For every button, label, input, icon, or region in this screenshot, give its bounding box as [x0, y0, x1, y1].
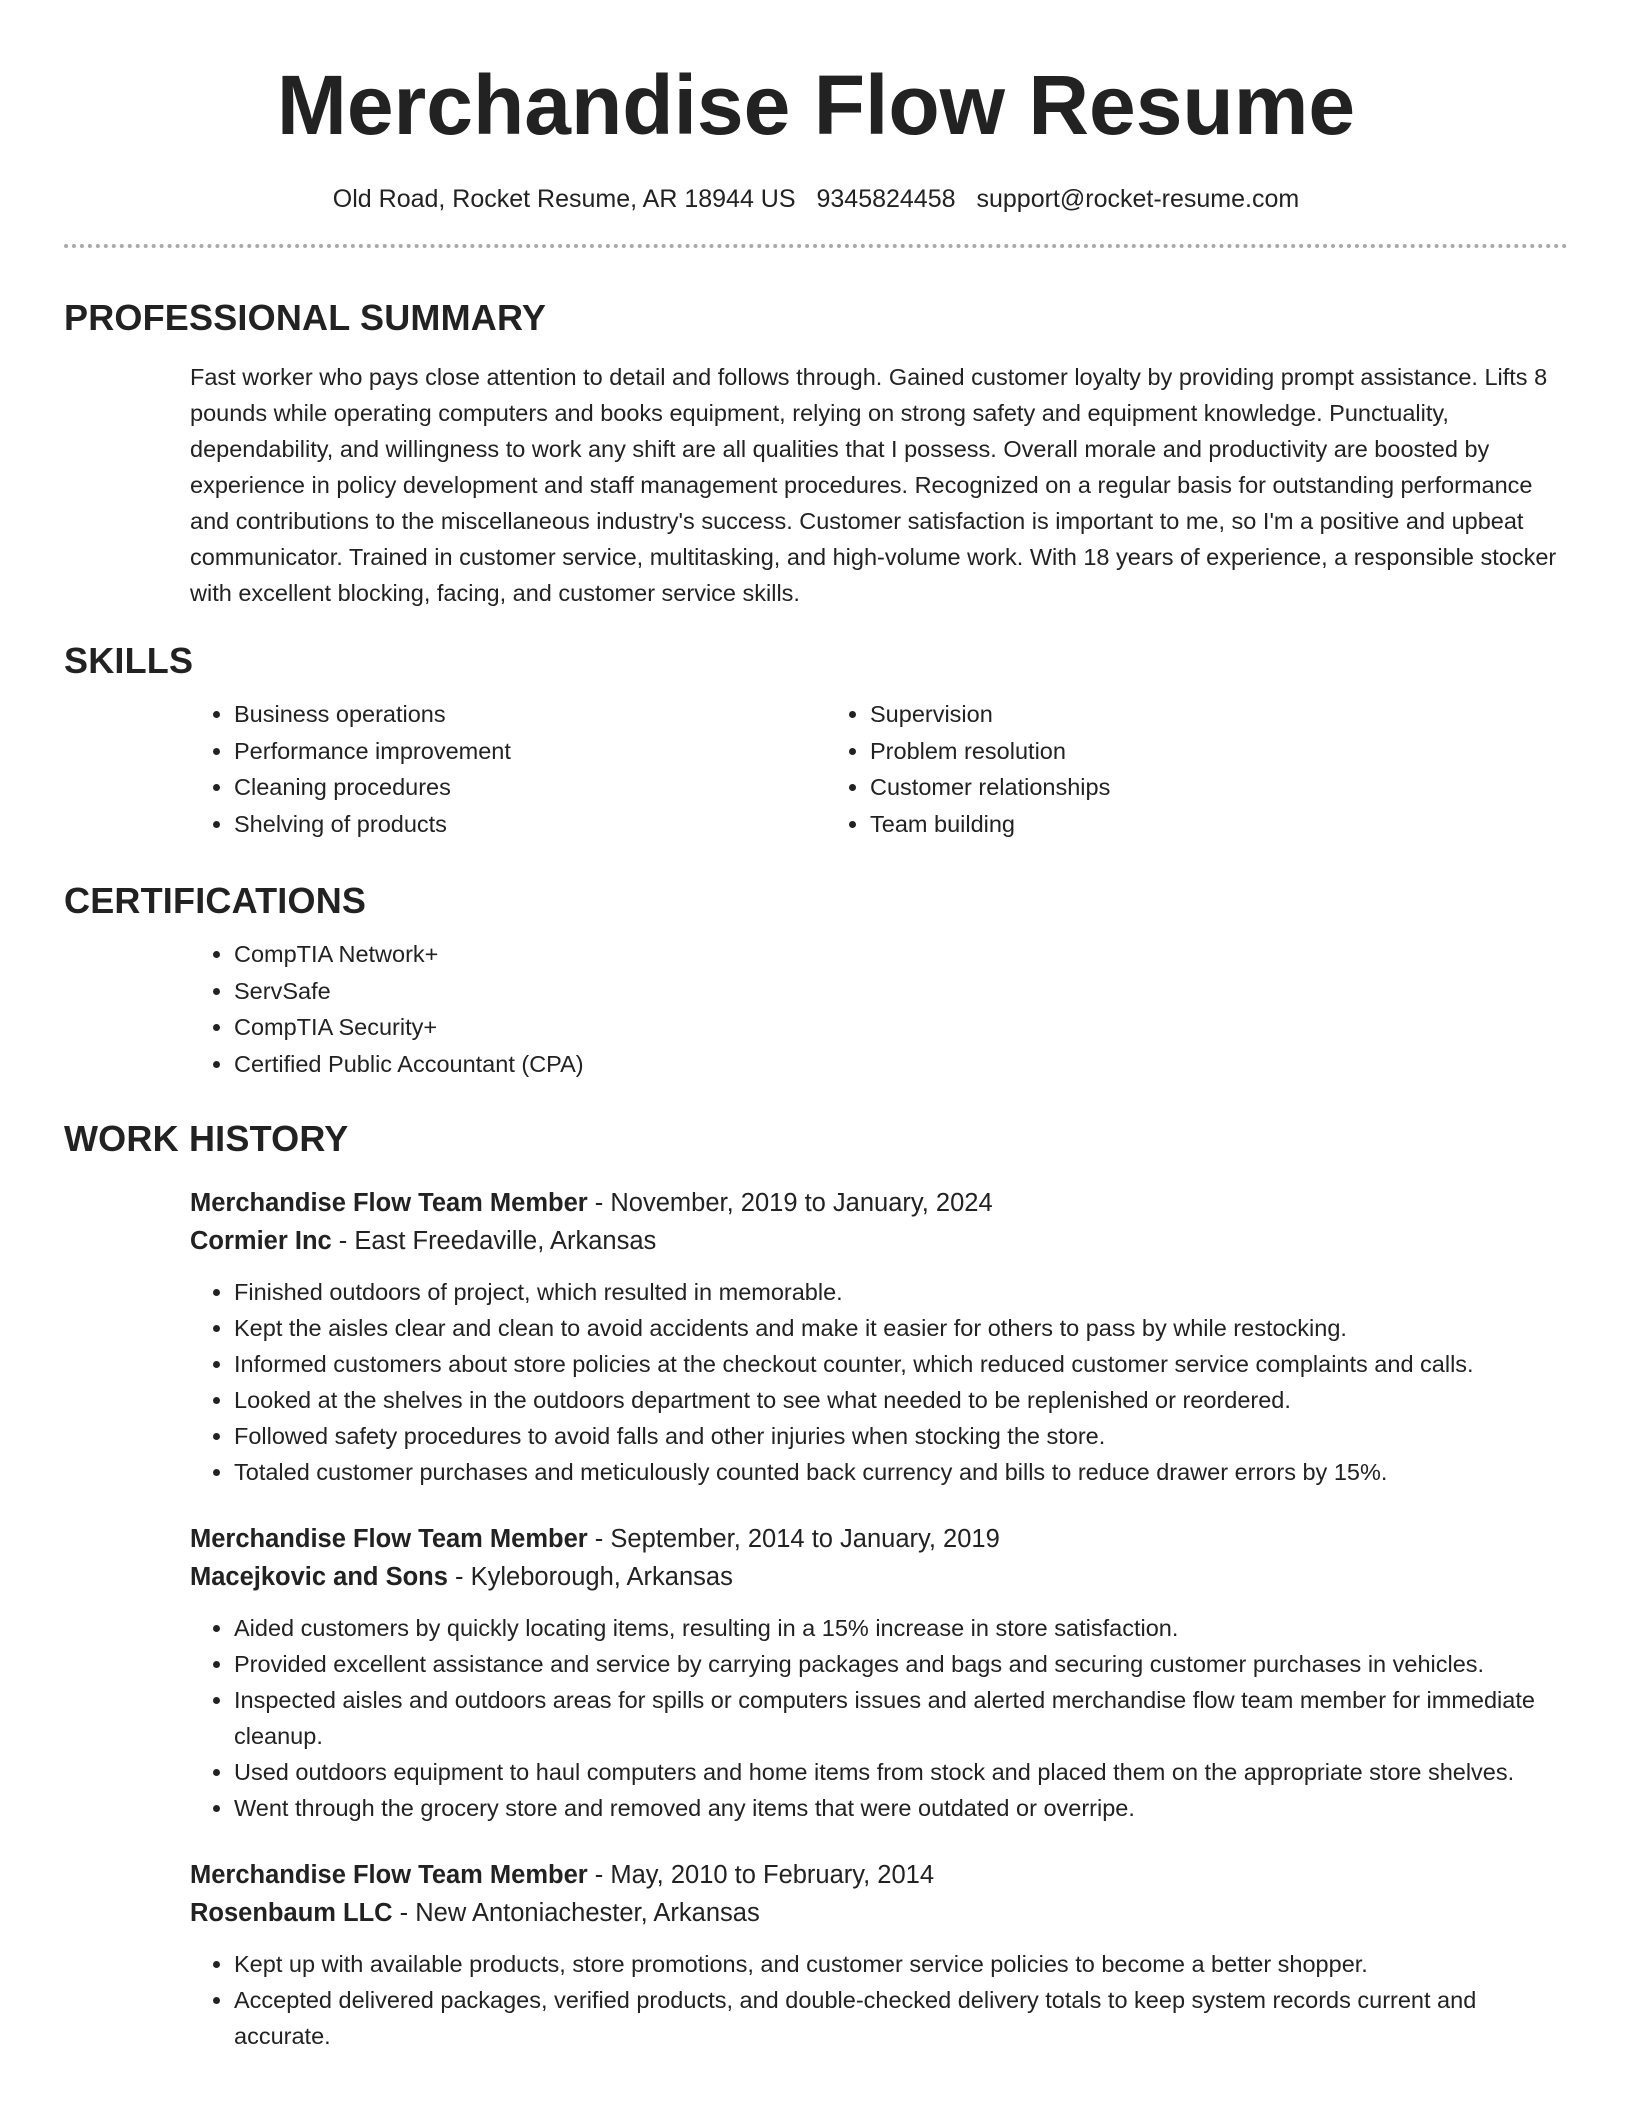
- certifications-section: [64, 880, 1568, 1082]
- list-item: • Provided excellent assistance and service by carrying packages and bags and securing customer purchases in vehicles.: [234, 1646, 1568, 1682]
- job-location: - Kyleborough, Arkansas: [447, 1563, 733, 1591]
- job-role-line: [190, 1856, 1568, 1894]
- list-item: • Inspected aisles and outdoors areas for spills or computers issues and alerted merchandise flow team member for immediate cleanup.: [234, 1682, 1568, 1754]
- list-item: • Team building: [870, 806, 1462, 843]
- job-location: - New Antoniachester, Arkansas: [392, 1899, 760, 1927]
- skills-columns: [190, 696, 1568, 842]
- list-item: • CompTIA Network+: [234, 936, 1568, 973]
- job-company-line: [190, 1894, 1568, 1932]
- list-item: • ServSafe: [234, 973, 1568, 1010]
- job-bullets: [190, 1610, 1568, 1826]
- list-item: • Aided customers by quickly locating items, resulting in a 15% increase in store satisfaction.: [234, 1610, 1568, 1646]
- phone-text: 9345824458: [816, 185, 956, 213]
- job-role: Merchandise Flow Team Member: [190, 1189, 588, 1217]
- job-location: - East Freedaville, Arkansas: [331, 1227, 657, 1255]
- job-entry: [190, 1184, 1568, 1490]
- certifications-title: CERTIFICATIONS: [64, 880, 367, 921]
- list-item: • Business operations: [234, 696, 826, 733]
- summary-section: [64, 297, 1568, 611]
- header-divider: [64, 244, 1568, 248]
- work-section: [64, 1118, 1568, 2054]
- skills-title: SKILLS: [64, 640, 194, 681]
- list-item: • Cleaning procedures: [234, 769, 826, 806]
- list-item: • Kept up with available products, store promotions, and customer service policies to become a better shopper.: [234, 1946, 1568, 1982]
- list-item: • CompTIA Security+: [234, 1009, 1568, 1046]
- job-dates: - May, 2010 to February, 2014: [587, 1861, 935, 1889]
- list-item: • Shelving of products: [234, 806, 826, 843]
- address-text: Old Road, Rocket Resume, AR 18944 US: [332, 185, 796, 213]
- job-entry: [190, 1520, 1568, 1826]
- list-item: • Problem resolution: [870, 733, 1462, 770]
- job-role: Merchandise Flow Team Member: [190, 1861, 588, 1889]
- job-role-line: [190, 1520, 1568, 1558]
- job-dates: - November, 2019 to January, 2024: [587, 1189, 993, 1217]
- job-company: Cormier Inc: [190, 1227, 332, 1255]
- certifications-list: [190, 936, 1568, 1082]
- list-item: • Kept the aisles clear and clean to avoid accidents and make it easier for others to pass by while restocking.: [234, 1310, 1568, 1346]
- skills-section: [64, 640, 1568, 842]
- list-item: • Followed safety procedures to avoid falls and other injuries when stocking the store.: [234, 1418, 1568, 1454]
- summary-title: PROFESSIONAL SUMMARY: [64, 297, 547, 338]
- list-item: • Informed customers about store policies at the checkout counter, which reduced customer service complaints and calls.: [234, 1346, 1568, 1382]
- list-item: • Customer relationships: [870, 769, 1462, 806]
- job-company-line: [190, 1222, 1568, 1260]
- summary-text: Fast worker who pays close attention to detail and follows through. Gained customer loyalty by providing prompt assistance. Lifts 8 pounds while operating computers and books equipment, relying on strong safety and equipment knowledge. Punctuality, dependability, and willingness to work any shift are all qualities that I possess. Overall morale and productivity are boosted by experience in policy development and staff management procedures. Recognized on a regular basis for outstanding performance and contributions to the miscellaneous industry's success. Customer satisfaction is important to me, so I'm a positive and upbeat communicator. Trained in customer service, multitasking, and high-volume work. With 18 years of experience, a responsible stocker with excellent blocking, facing, and customer service skills.: [190, 364, 1557, 606]
- job-role-line: [190, 1184, 1568, 1222]
- job-company-line: [190, 1558, 1568, 1596]
- job-dates: - September, 2014 to January, 2019: [587, 1525, 1000, 1553]
- job-bullets: [190, 1274, 1568, 1490]
- list-item: • Totaled customer purchases and meticulously counted back currency and bills to reduce drawer errors by 15%.: [234, 1454, 1568, 1490]
- job-company: Rosenbaum LLC: [190, 1899, 393, 1927]
- contact-line: [64, 185, 1568, 214]
- list-item: • Went through the grocery store and removed any items that were outdated or overripe.: [234, 1790, 1568, 1826]
- list-item: • Used outdoors equipment to haul computers and home items from stock and placed them on the appropriate store shelves.: [234, 1754, 1568, 1790]
- job-company: Macejkovic and Sons: [190, 1563, 448, 1591]
- work-title: WORK HISTORY: [64, 1118, 349, 1159]
- list-item: • Certified Public Accountant (CPA): [234, 1046, 1568, 1083]
- job-entry: [190, 1856, 1568, 2054]
- job-bullets: [190, 1946, 1568, 2054]
- list-item: • Looked at the shelves in the outdoors department to see what needed to be replenished or reordered.: [234, 1382, 1568, 1418]
- job-role: Merchandise Flow Team Member: [190, 1525, 588, 1553]
- list-item: • Supervision: [870, 696, 1462, 733]
- list-item: • Accepted delivered packages, verified products, and double-checked delivery totals to keep system records current and accurate.: [234, 1982, 1568, 2054]
- resume-name: Merchandise Flow Resume: [276, 58, 1356, 152]
- list-item: • Finished outdoors of project, which resulted in memorable.: [234, 1274, 1568, 1310]
- skills-list-left: [190, 696, 826, 842]
- email-text: support@rocket-resume.com: [976, 185, 1300, 213]
- skills-list-right: [826, 696, 1462, 842]
- list-item: • Performance improvement: [234, 733, 826, 770]
